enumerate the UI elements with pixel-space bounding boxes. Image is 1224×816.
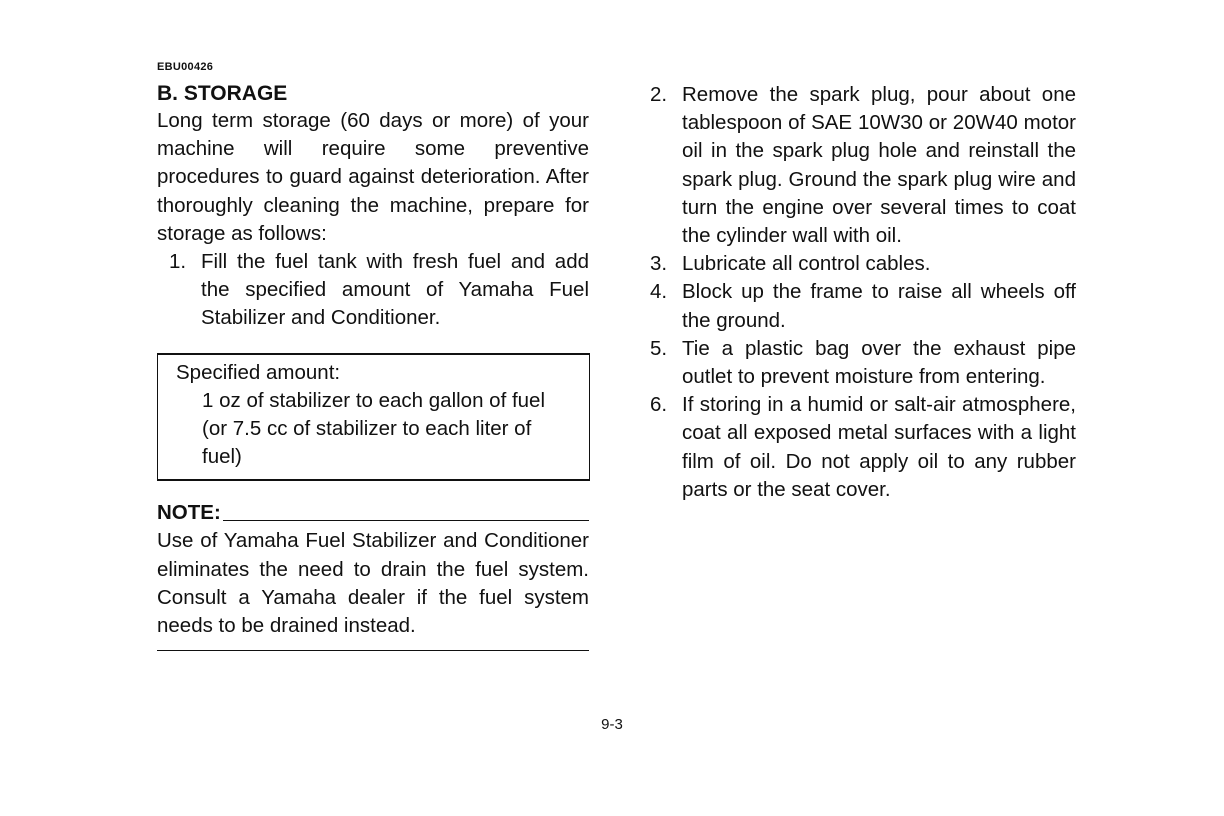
list-item — [650, 391, 1076, 504]
step-number: 2. — [650, 83, 668, 106]
right-column — [650, 81, 1076, 504]
step-number: 3. — [650, 252, 668, 276]
steps-list-left — [157, 248, 589, 333]
list-item — [650, 335, 1076, 391]
step-text: If storing in a humid or salt-air atmosphere, coat all exposed metal surfaces with a light film of oil. Do not apply oil to any rubber parts or the seat cover. — [682, 393, 1076, 501]
note-divider — [223, 520, 589, 521]
note-heading — [157, 500, 589, 526]
step-text: Block up the frame to raise all wheels off the ground. — [682, 280, 1076, 332]
step-text: Remove the spark plug, pour about one tablespoon of SAE 10W30 or 20W40 motor oil in the spark plug hole and reinstall the spark plug. Ground the spark plug wire and turn the engine over several times to coat the cylinder wall with oil. — [682, 83, 1076, 248]
note-label: NOTE: — [157, 501, 221, 525]
step-text: Tie a plastic bag over the exhaust pipe outlet to prevent moisture from entering. — [682, 336, 1076, 389]
list-item — [650, 278, 1076, 334]
step-number: 4. — [650, 280, 668, 304]
steps-list-right — [650, 81, 1076, 504]
list-item — [650, 81, 1076, 250]
page-number: 9-3 — [601, 716, 623, 733]
step-text: Fill the fuel tank with fresh fuel and add the specified amount of Yamaha Fuel Stabilizer and Conditioner. — [201, 250, 589, 330]
note-end-rule — [157, 650, 589, 651]
step-number: 6. — [650, 393, 668, 417]
list-item — [157, 248, 589, 333]
document-code: EBU00426 — [157, 61, 214, 73]
specified-amount-box — [157, 353, 590, 482]
note-text: Use of Yamaha Fuel Stabilizer and Conditioner eliminates the need to drain the fuel system. Consult a Yamaha dealer if the fuel system needs to be drained instead. — [157, 529, 589, 638]
intro-paragraph: Long term storage (60 days or more) of your machine will require some preventive procedures to guard against deterioration. After thoroughly cleaning the machine, prepare for storage as follows: — [157, 109, 589, 245]
step-text: Lubricate all control cables. — [682, 252, 931, 276]
step-number: 5. — [650, 336, 668, 360]
note-block — [157, 500, 589, 651]
list-item — [650, 250, 1076, 278]
step-number: 1. — [169, 250, 187, 274]
section-title: B. STORAGE — [157, 82, 288, 105]
left-column — [157, 60, 589, 651]
spec-label: Specified amount: — [176, 360, 341, 384]
spec-value: 1 oz of stabilizer to each gallon of fuel (or 7.5 cc of stabilizer to each liter of fuel) — [202, 388, 546, 469]
